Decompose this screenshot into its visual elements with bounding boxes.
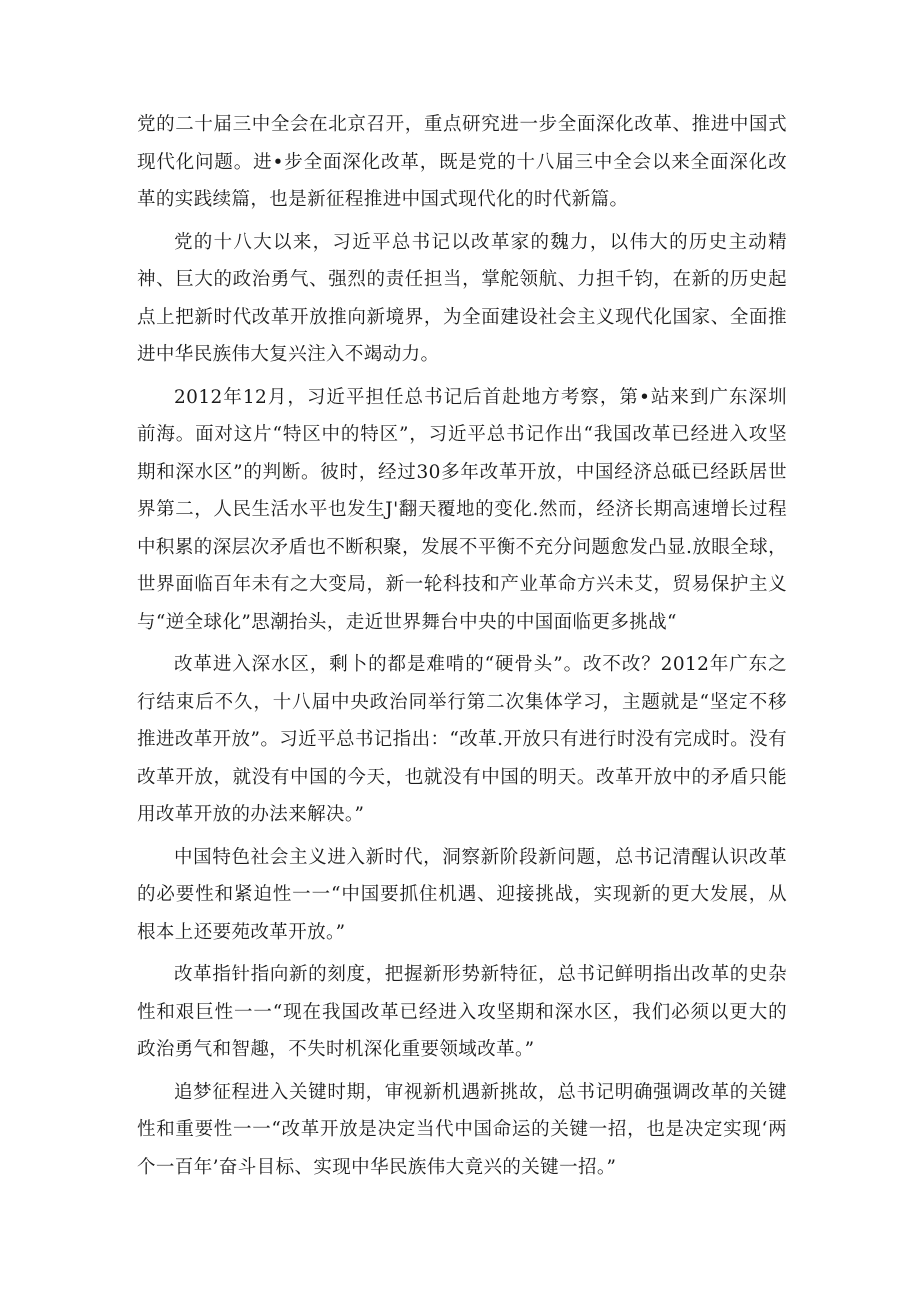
paragraph-7: 追梦征程进入关键时期，审视新机遇新挑故，总书记明确强调改革的关键性和重要性一一“改革开放是决定当代中国命运的关键一招，也是决定实现‘两个一百年’奋斗目标、实现中华民族伟大竟兴的关键一招。” — [137, 1081, 787, 1178]
paragraph-5: 中国特色社会主义进入新时代，洞察新阶段新问题，总书记清醒认识改革的必要性和紧迫性一一“中国要抓住机遇、迎接挑战，实现新的更大发展，从根本上还要苑改革开放。” — [137, 846, 787, 943]
paragraph-1: 党的二十届三中全会在北京召开，重点研究进一步全面深化改革、推进中国式现代化问题。进•步全面深化改革，既是党的十八届三中全会以来全面深化改革的实践续篇，也是新征程推进中国式现代化的时代新篇。 — [137, 114, 787, 210]
paragraph-4: 改革进入深水区，剩卜的都是难啃的“硬骨头”。改不改？2012年广东之行结束后不久，十八届中央政治同举行第二次集体学习，主题就是“坚定不移推进改革开放”。习近平总书记指出：“改革.开放只有进行时没有完成时。没有改革开放，就没有中国的今天，也就没有中国的明天。改革开放中的矛盾只能用改革开放的办法来解决。” — [137, 654, 787, 825]
document-page — [137, 106, 787, 1191]
paragraph-6: 改革指针指向新的刻度，把握新形势新特征，总书记鲜明指出改革的史杂性和艰巨性一一“现在我国改革已经进入攻坚期和深水区，我们必须以更大的政治勇气和智趣，不失时机深化重要领域改革。” — [137, 964, 787, 1060]
paragraph-2: 党的十八大以来，习近平总书记以改革家的魏力，以伟大的历史主动精神、巨大的政治勇气、强烈的责任担当，掌舵领航、力担千钧，在新的历史起点上把新时代改革开放推向新境界，为全面建设社会主义现代化国家、全面推进中华民族伟大复兴注入不竭动力。 — [137, 231, 787, 365]
paragraph-3: 2012年12月，习近平担任总书记后首赴地方考察，第•站来到广东深圳前海。面对这片“特区中的特区”，习近平总书记作出“我国改革已经进入攻坚期和深水区”的判断。彼时，经过30多年改革开放，中国经济总砥已经跃居世界第二，人民生活水平也发生J'翻天覆地的变化.然而，经济长期高速增长过程中积累的深层次矛盾也不断积聚，发展不平衡不充分问题愈发凸显.放眼全球，世界面临百年未有之大变局，新一轮科技和产业革命方兴未艾，贸易保护主义与“逆全球化”思潮抬头，走近世界舞台中央的中国面临更多挑战“ — [137, 386, 787, 633]
